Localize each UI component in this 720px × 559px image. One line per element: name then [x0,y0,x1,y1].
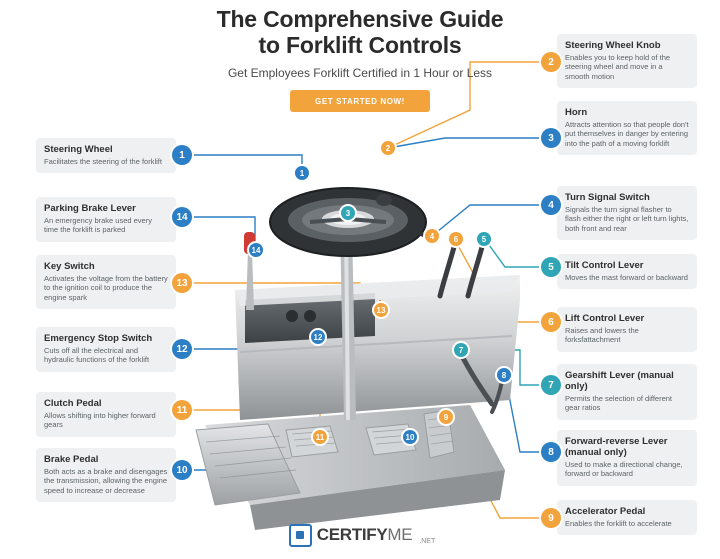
brand-light: ME [387,525,413,544]
callout-body: Both acts as a brake and disengages the transmission, allowing the engine speed to increase or decrease [44,467,168,495]
badge-4-callout[interactable]: 4 [541,195,561,215]
title-line-2: to Forklift Controls [258,32,462,58]
header [150,6,570,112]
callout-tilt-control-lever [557,254,697,289]
callout-title: Tilt Control Lever [565,260,644,271]
callout-body: Cuts off all the electrical and hydraulic functions of the forklift [44,346,150,365]
badge-14-callout[interactable]: 14 [172,207,192,227]
badge-12-callout[interactable]: 12 [172,339,192,359]
callout-title: Clutch Pedal [44,398,102,409]
badge-7-callout[interactable]: 7 [541,375,561,395]
callout-title: Steering Wheel [44,144,113,155]
page-title [150,6,570,58]
callout-body: Allows shifting into higher forward gears [44,411,156,430]
callout-body: An emergency brake used every time the forklift is parked [44,216,152,235]
get-started-button[interactable]: GET STARTED NOW! [290,90,430,112]
callout-horn [557,101,697,155]
badge-8-callout[interactable]: 8 [541,442,561,462]
brand-name [317,525,413,545]
marker-7[interactable]: 7 [454,343,468,357]
callout-title: Gearshift Lever (manual only) [565,370,674,392]
callout-parking-brake-lever [36,197,176,242]
badge-13-callout[interactable]: 13 [172,273,192,293]
callout-clutch-pedal [36,392,176,437]
marker-6[interactable]: 6 [449,232,463,246]
callout-body: Attracts attention so that people don't put themselves in danger by entering into the path of a moving forklift [565,120,689,148]
callout-title: Parking Brake Lever [44,203,136,214]
title-line-1: The Comprehensive Guide [216,6,504,32]
callout-body: Used to make a directional change, forward or backward [565,460,683,479]
callout-steering-wheel [36,138,176,173]
marker-1[interactable]: 1 [295,166,309,180]
callout-body: Moves the mast forward or backward [565,273,688,282]
callout-forward-reverse-lever [557,430,697,486]
callout-turn-signal-switch [557,186,697,240]
badge-2-callout[interactable]: 2 [541,52,561,72]
callout-title: Horn [565,107,588,118]
certifyme-logo-icon [289,524,312,547]
callout-title: Accelerator Pedal [565,506,646,517]
callout-title: Forward-reverse Lever (manual only) [565,436,668,458]
marker-3[interactable]: 3 [341,206,355,220]
brand-suffix: .NET [419,538,436,545]
marker-14[interactable]: 14 [249,243,263,257]
marker-11[interactable]: 11 [313,430,327,444]
marker-10[interactable]: 10 [403,430,417,444]
badge-3-callout[interactable]: 3 [541,128,561,148]
callout-title: Turn Signal Switch [565,192,650,203]
badge-10-callout[interactable]: 10 [172,460,192,480]
callout-body: Signals the turn signal flasher to flash either the right or left turn lights, both front and rear [565,205,689,233]
marker-8[interactable]: 8 [497,368,511,382]
callout-title: Lift Control Lever [565,313,645,324]
marker-12[interactable]: 12 [311,330,325,344]
callout-title: Key Switch [44,261,95,272]
badge-9-callout[interactable]: 9 [541,508,561,528]
callout-key-switch [36,255,176,309]
marker-13[interactable]: 13 [374,303,388,317]
callout-body: Activates the voltage from the battery to the ignition coil to produce the engine spark [44,274,168,302]
badge-6-callout[interactable]: 6 [541,312,561,332]
callout-body: Raises and lowers the forksfattachment [565,326,639,345]
callout-brake-pedal [36,448,176,502]
badge-11-callout[interactable]: 11 [172,400,192,420]
callout-lift-control-lever [557,307,697,352]
callout-body: Enables you to keep hold of the steering wheel and move in a smooth motion [565,53,671,81]
badge-5-callout[interactable]: 5 [541,257,561,277]
marker-4[interactable]: 4 [425,229,439,243]
callout-gearshift-lever [557,364,697,420]
badge-1-callout[interactable]: 1 [172,145,192,165]
callout-body: Facilitates the steering of the forklift [44,157,162,166]
callout-accelerator-pedal [557,500,697,535]
callout-title: Brake Pedal [44,454,99,465]
marker-9[interactable]: 9 [439,410,453,424]
callout-body: Enables the forklift to accelerate [565,519,672,528]
page-subtitle: Get Employees Forklift Certified in 1 Hour or Less [227,66,493,80]
callout-title: Emergency Stop Switch [44,333,153,344]
marker-5[interactable]: 5 [477,232,491,246]
brand-bold: CERTIFY [316,525,388,544]
marker-2[interactable]: 2 [381,141,395,155]
callout-emergency-stop-switch [36,327,176,372]
callout-body: Permits the selection of different gear ratios [565,394,672,413]
brand-footer [277,522,447,548]
callout-title: Steering Wheel Knob [565,40,661,51]
callout-steering-wheel-knob [557,34,697,88]
